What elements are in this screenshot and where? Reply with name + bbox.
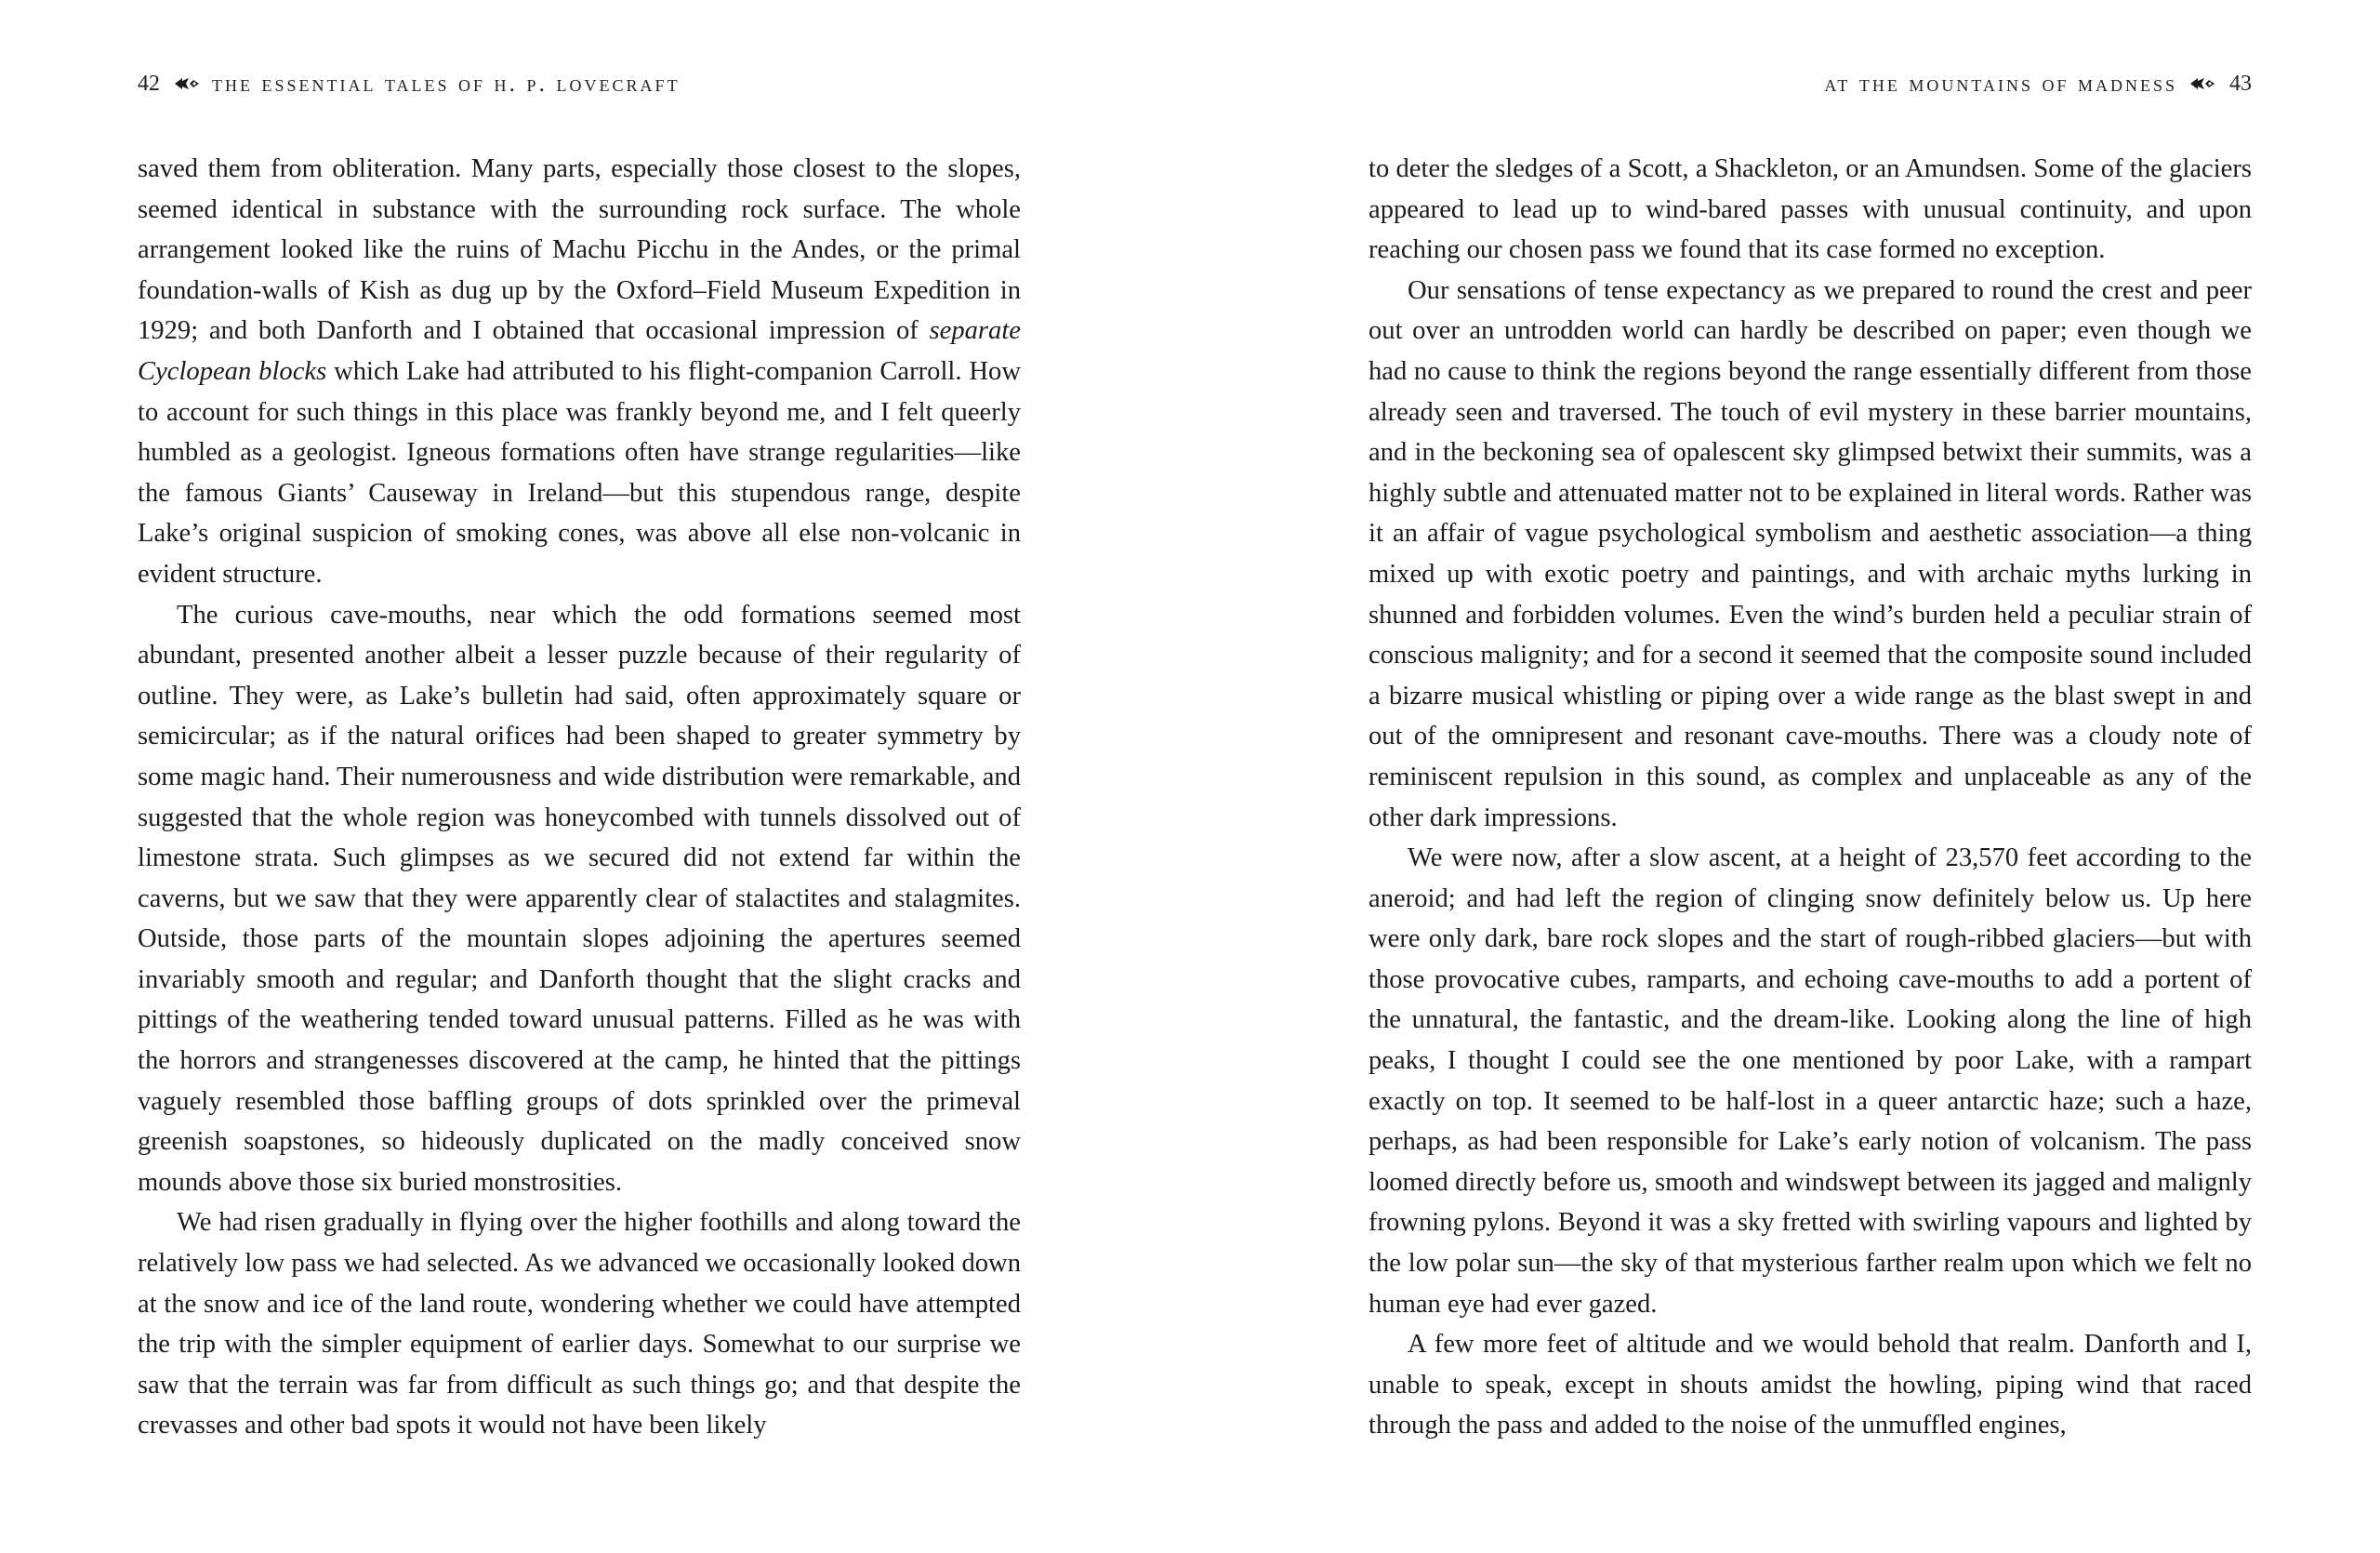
paragraph-text: which Lake had attributed to his flight-companion Carroll. How to account for such things in this place was frankly beyond me, and I felt queerly humbled as a geologist. Igneous formations often have strange regularities—like the famous Giants’ Causeway in Ireland—but this stupendous range, despite Lake’s original suspicion of smoking cones, was above all else non-volcanic in evident structure. bbox=[138, 356, 1021, 589]
fleuron-arrow-icon bbox=[2188, 76, 2216, 91]
left-page bbox=[138, 0, 1021, 1553]
right-text-block bbox=[1368, 149, 2252, 1446]
left-book-title: the essential tales of h. p. lovecraft bbox=[212, 70, 681, 97]
italic-phrase: separate Cyclopean blocks bbox=[138, 316, 1021, 386]
right-running-head bbox=[1368, 67, 2252, 100]
paragraph: We were now, after a slow ascent, at a height of 23,570 feet according to the aneroid; and had left the region of clinging snow definitely below us. Up here were only dark, bare rock slopes and the start of rough-ribbed glaciers—but with those provocative cubes, ramparts, and echoing cave-mouths to add a portent of the unnatural, the fantastic, and the dream-like. Looking along the line of high peaks, I thought I could see the one mentioned by poor Lake, with a rampart exactly on top. It seemed to be half-lost in a queer antarctic haze; such a haze, perhaps, as had been responsible for Lake’s early notion of volcanism. The pass loomed directly before us, smooth and windswept between its jagged and malignly frowning pylons. Beyond it was a sky fretted with swirling vapours and lighted by the low polar sun—the sky of that mysterious farther realm upon which we felt no human eye had ever gazed. bbox=[1368, 843, 2252, 1319]
right-page bbox=[1368, 0, 2252, 1553]
paragraph: We had risen gradually in flying over the higher foothills and along toward the relatively low pass we had selected. As we advanced we occasionally looked down at the snow and ice of the land route, wondering whether we could have attempted the trip with the simpler equipment of earlier days. Somewhat to our surprise we saw that the terrain was far from difficult as such things go; and that despite the crevasses and other bad spots it would not have been likely bbox=[138, 1208, 1021, 1440]
right-book-title: at the mountains of madness bbox=[1824, 70, 2177, 97]
left-text-block bbox=[138, 149, 1021, 1446]
paragraph: The curious cave-mouths, near which the odd formations seemed most abundant, presented another albeit a lesser puzzle because of their regularity of outline. They were, as Lake’s bulletin had said, often approximately square or semicircular; as if the natural orifices had been shaped to greater symmetry by some magic hand. Their numerousness and wide distribution were remarkable, and suggested that the whole region was honeycombed with tunnels dissolved out of limestone strata. Such glimpses as we secured did not extend far within the caverns, but we saw that they were apparently clear of stalactites and stalagmites. Outside, those parts of the mountain slopes adjoining the apertures seemed invariably smooth and regular; and Danforth thought that the slight cracks and pittings of the weathering tended toward unusual patterns. Filled as he was with the horrors and strangenesses discovered at the camp, he hinted that the pittings vaguely resembled those baffling groups of dots sprinkled over the primeval greenish soapstones, so hideously duplicated on the madly conceived snow mounds above those six buried monstrosities. bbox=[138, 600, 1021, 1197]
left-page-number: 42 bbox=[138, 71, 160, 96]
paragraph-text: saved them from obliteration. Many parts, especially those closest to the slopes, seemed identical in substance with the surrounding rock surface. The whole arrangement looked like the ruins of Machu Picchu in the Andes, or the primal foundation-walls of Kish as dug up by the Oxford–Field Museum Expedition in 1929; and both Danforth and I obtained that occasional impression of bbox=[138, 154, 1021, 346]
fleuron-arrow-icon bbox=[173, 76, 201, 91]
paragraph: to deter the sledges of a Scott, a Shackleton, or an Amundsen. Some of the glaciers appeared to lead up to wind-bared passes with unusual continuity, and upon reaching our chosen pass we found that its case formed no exception. bbox=[1368, 154, 2252, 265]
paragraph: Our sensations of tense expectancy as we prepared to round the crest and peer out over an untrodden world can hardly be described on paper; even though we had no cause to think the regions beyond the range essentially different from those already seen and traversed. The touch of evil mystery in these barrier mountains, and in the beckoning sea of opalescent sky glimpsed betwixt their summits, was a highly subtle and attenuated matter not to be explained in literal words. Rather was it an affair of vague psychological symbolism and aesthetic association—a thing mixed up with exotic poetry and paintings, and with archaic myths lurking in shunned and forbidden volumes. Even the wind’s burden held a peculiar strain of conscious malignity; and for a second it seemed that the composite sound included a bizarre musical whistling or piping over a wide range as the blast swept in and out of the omnipresent and resonant cave-mouths. There was a cloudy note of reminiscent repulsion in this sound, as complex and unplaceable as any of the other dark impressions. bbox=[1368, 275, 2252, 832]
paragraph: A few more feet of altitude and we would behold that realm. Danforth and I, unable to speak, except in shouts amidst the howling, piping wind that raced through the pass and added to the noise of the unmuffled engines, bbox=[1368, 1330, 2252, 1440]
paragraph bbox=[138, 149, 1021, 595]
left-running-head bbox=[138, 67, 1021, 100]
right-page-number: 43 bbox=[2229, 71, 2252, 96]
